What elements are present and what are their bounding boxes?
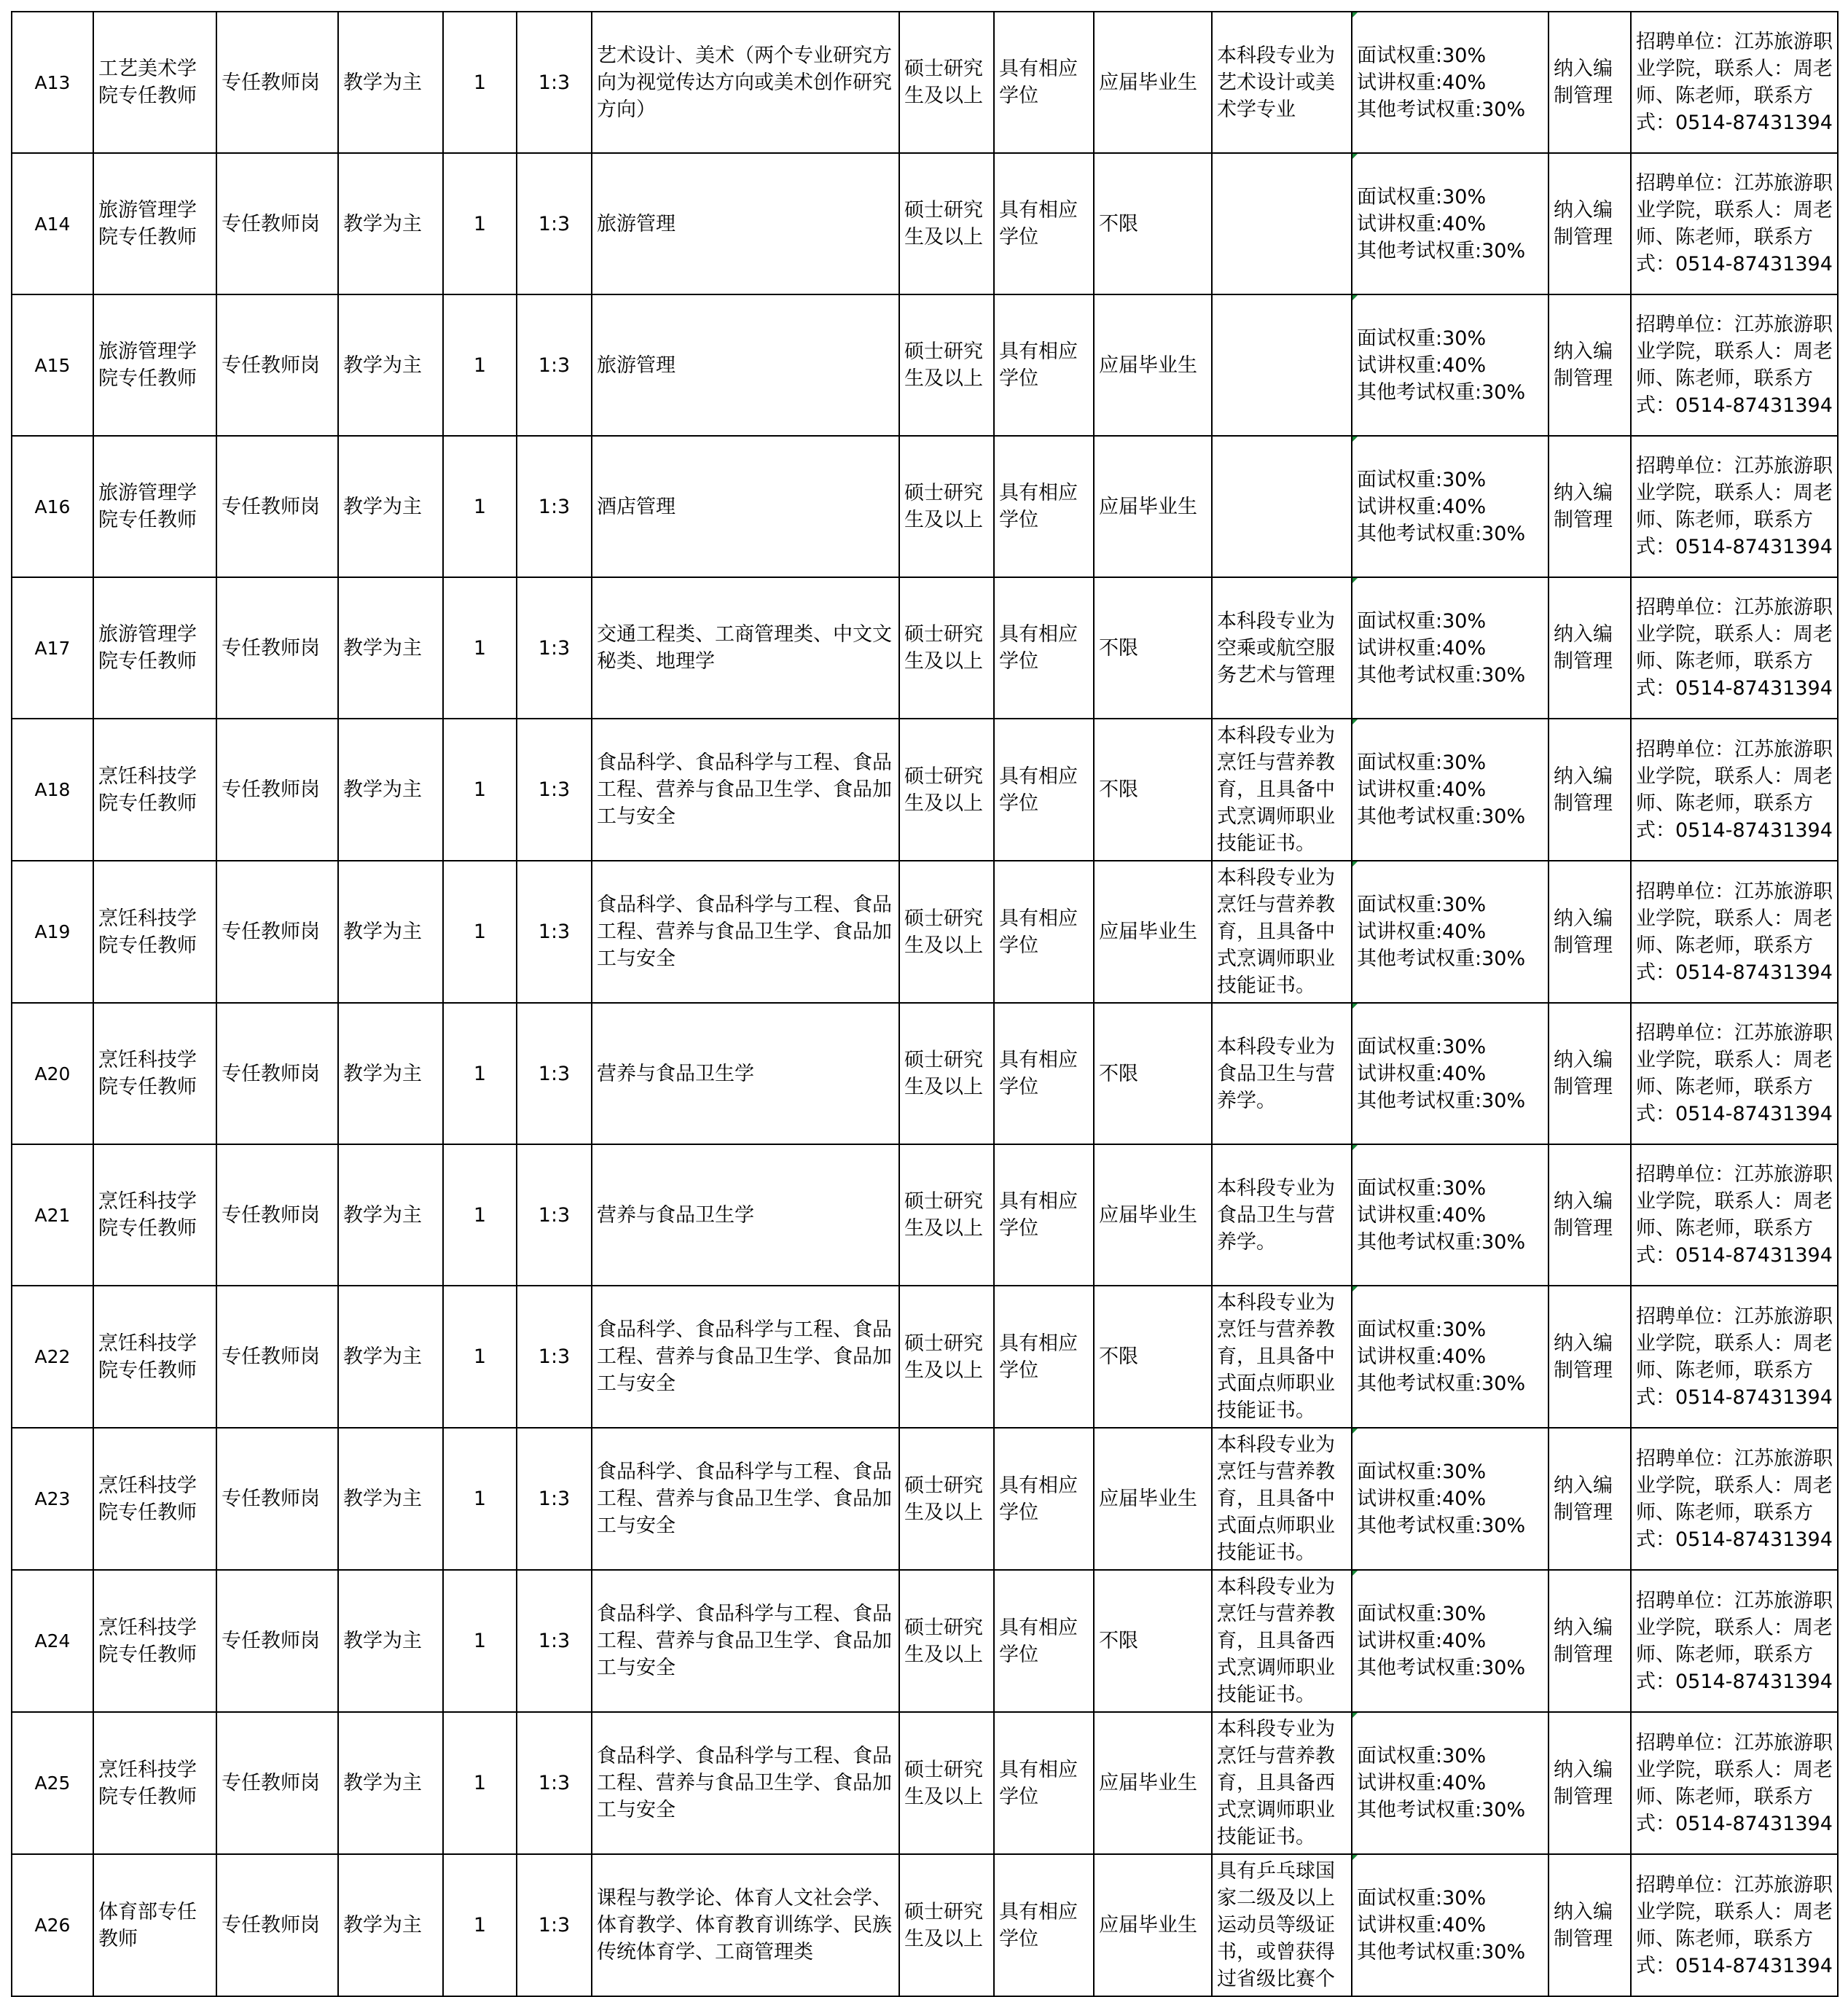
- degree-cell: 具有相应学位: [994, 577, 1094, 719]
- table-row: [12, 1286, 1838, 1428]
- post-type-cell: 专任教师岗: [216, 1003, 338, 1144]
- category-cell: 教学为主: [338, 1570, 443, 1712]
- education-cell: 硕士研究生及以上: [899, 1570, 994, 1712]
- exam-weight-line: 面试权重:30%: [1357, 1461, 1487, 1483]
- exam-ratio-cell: 1:3: [517, 153, 592, 294]
- management-cell: 纳入编制管理: [1549, 577, 1631, 719]
- exam-weight-line: 面试权重:30%: [1357, 44, 1487, 67]
- management-cell: 纳入编制管理: [1549, 1003, 1631, 1144]
- recruitment-table: [11, 11, 1839, 1997]
- exam-weights-cell: [1352, 1144, 1549, 1286]
- graduate-type-cell: 应届毕业生: [1094, 12, 1212, 153]
- exam-weight-line: 试讲权重:40%: [1357, 778, 1487, 801]
- recruitment-table-container: [11, 11, 1839, 1997]
- management-cell: 纳入编制管理: [1549, 12, 1631, 153]
- management-cell: 纳入编制管理: [1549, 1570, 1631, 1712]
- exam-weight-line: 其他考试权重:30%: [1357, 947, 1526, 970]
- post-type-cell: 专任教师岗: [216, 1570, 338, 1712]
- degree-cell: 具有相应学位: [994, 719, 1094, 861]
- exam-ratio-cell: 1:3: [517, 1003, 592, 1144]
- table-row: [12, 1428, 1838, 1570]
- other-requirements-cell: 本科段专业为烹饪与营养教育，且具备中式面点师职业技能证书。: [1212, 1286, 1352, 1428]
- headcount-cell: 1: [443, 294, 517, 436]
- major-cell: 食品科学、食品科学与工程、食品工程、营养与食品卫生学、食品加工与安全: [592, 1286, 899, 1428]
- position-code-cell: A14: [12, 153, 93, 294]
- post-type-cell: 专任教师岗: [216, 1712, 338, 1854]
- exam-weight-line: 面试权重:30%: [1357, 751, 1487, 774]
- post-type-cell: 专任教师岗: [216, 1854, 338, 1996]
- position-code-cell: A19: [12, 861, 93, 1003]
- education-cell: 硕士研究生及以上: [899, 719, 994, 861]
- exam-weight-line: 其他考试权重:30%: [1357, 805, 1526, 828]
- position-code-cell: A18: [12, 719, 93, 861]
- department-cell: 旅游管理学院专任教师: [93, 153, 216, 294]
- education-cell: 硕士研究生及以上: [899, 1712, 994, 1854]
- post-type-cell: 专任教师岗: [216, 153, 338, 294]
- table-body: [12, 12, 1838, 1996]
- post-type-cell: 专任教师岗: [216, 294, 338, 436]
- degree-cell: 具有相应学位: [994, 1003, 1094, 1144]
- position-code-cell: A13: [12, 12, 93, 153]
- exam-weight-line: 试讲权重:40%: [1357, 1630, 1487, 1652]
- department-cell: 工艺美术学院专任教师: [93, 12, 216, 153]
- graduate-type-cell: 应届毕业生: [1094, 861, 1212, 1003]
- headcount-cell: 1: [443, 12, 517, 153]
- other-requirements-cell: 本科段专业为烹饪与营养教育，且具备西式烹调师职业技能证书。: [1212, 1712, 1352, 1854]
- department-cell: 烹饪科技学院专任教师: [93, 719, 216, 861]
- other-requirements-cell: 本科段专业为空乘或航空服务艺术与管理: [1212, 577, 1352, 719]
- category-cell: 教学为主: [338, 1854, 443, 1996]
- education-cell: 硕士研究生及以上: [899, 1286, 994, 1428]
- degree-cell: 具有相应学位: [994, 1286, 1094, 1428]
- contact-cell: 招聘单位：江苏旅游职业学院，联系人：周老师、陈老师，联系方式：0514-87431394: [1631, 719, 1838, 861]
- exam-weight-line: 其他考试权重:30%: [1357, 380, 1526, 404]
- management-cell: 纳入编制管理: [1549, 719, 1631, 861]
- exam-weight-line: 面试权重:30%: [1357, 1318, 1487, 1341]
- degree-cell: 具有相应学位: [994, 436, 1094, 577]
- other-requirements-cell: 本科段专业为艺术设计或美术学专业: [1212, 12, 1352, 153]
- contact-cell: 招聘单位：江苏旅游职业学院，联系人：周老师、陈老师，联系方式：0514-87431394: [1631, 153, 1838, 294]
- management-cell: 纳入编制管理: [1549, 294, 1631, 436]
- education-cell: 硕士研究生及以上: [899, 861, 994, 1003]
- major-cell: 艺术设计、美术（两个专业研究方向为视觉传达方向或美术创作研究方向）: [592, 12, 899, 153]
- exam-weight-line: 面试权重:30%: [1357, 1603, 1487, 1625]
- exam-weight-line: 其他考试权重:30%: [1357, 1515, 1526, 1537]
- headcount-cell: 1: [443, 153, 517, 294]
- management-cell: 纳入编制管理: [1549, 1286, 1631, 1428]
- education-cell: 硕士研究生及以上: [899, 153, 994, 294]
- exam-weight-line: 其他考试权重:30%: [1357, 239, 1526, 262]
- education-cell: 硕士研究生及以上: [899, 12, 994, 153]
- department-cell: 烹饪科技学院专任教师: [93, 1428, 216, 1570]
- exam-ratio-cell: 1:3: [517, 861, 592, 1003]
- graduate-type-cell: 应届毕业生: [1094, 1854, 1212, 1996]
- department-cell: 烹饪科技学院专任教师: [93, 1570, 216, 1712]
- contact-cell: 招聘单位：江苏旅游职业学院，联系人：周老师、陈老师，联系方式：0514-87431394: [1631, 1854, 1838, 1996]
- major-cell: 旅游管理: [592, 153, 899, 294]
- graduate-type-cell: 不限: [1094, 577, 1212, 719]
- category-cell: 教学为主: [338, 719, 443, 861]
- headcount-cell: 1: [443, 1144, 517, 1286]
- post-type-cell: 专任教师岗: [216, 1144, 338, 1286]
- exam-weights-cell: [1352, 436, 1549, 577]
- exam-weights-cell: [1352, 1854, 1549, 1996]
- department-cell: 烹饪科技学院专任教师: [93, 1712, 216, 1854]
- exam-weight-line: 试讲权重:40%: [1357, 1914, 1487, 1937]
- post-type-cell: 专任教师岗: [216, 12, 338, 153]
- major-cell: 课程与教学论、体育人文社会学、体育教学、体育教育训练学、民族传统体育学、工商管理类: [592, 1854, 899, 1996]
- degree-cell: 具有相应学位: [994, 1712, 1094, 1854]
- major-cell: 营养与食品卫生学: [592, 1144, 899, 1286]
- management-cell: 纳入编制管理: [1549, 153, 1631, 294]
- exam-weight-line: 试讲权重:40%: [1357, 353, 1487, 377]
- major-cell: 交通工程类、工商管理类、中文文秘类、地理学: [592, 577, 899, 719]
- degree-cell: 具有相应学位: [994, 1570, 1094, 1712]
- exam-weight-line: 其他考试权重:30%: [1357, 1089, 1526, 1112]
- graduate-type-cell: 不限: [1094, 1570, 1212, 1712]
- exam-ratio-cell: 1:3: [517, 1144, 592, 1286]
- exam-weight-line: 面试权重:30%: [1357, 327, 1487, 350]
- management-cell: 纳入编制管理: [1549, 1144, 1631, 1286]
- degree-cell: 具有相应学位: [994, 12, 1094, 153]
- headcount-cell: 1: [443, 719, 517, 861]
- exam-ratio-cell: 1:3: [517, 12, 592, 153]
- table-row: [12, 861, 1838, 1003]
- graduate-type-cell: 不限: [1094, 153, 1212, 294]
- other-requirements-cell: [1212, 294, 1352, 436]
- exam-weights-cell: [1352, 12, 1549, 153]
- position-code-cell: A16: [12, 436, 93, 577]
- table-row: [12, 719, 1838, 861]
- category-cell: 教学为主: [338, 12, 443, 153]
- exam-weight-line: 其他考试权重:30%: [1357, 1230, 1526, 1254]
- headcount-cell: 1: [443, 1570, 517, 1712]
- table-row: [12, 294, 1838, 436]
- exam-weights-cell: [1352, 719, 1549, 861]
- exam-weight-line: 面试权重:30%: [1357, 468, 1487, 491]
- headcount-cell: 1: [443, 1428, 517, 1570]
- position-code-cell: A22: [12, 1286, 93, 1428]
- category-cell: 教学为主: [338, 861, 443, 1003]
- department-cell: 旅游管理学院专任教师: [93, 294, 216, 436]
- major-cell: 食品科学、食品科学与工程、食品工程、营养与食品卫生学、食品加工与安全: [592, 1712, 899, 1854]
- exam-weight-line: 其他考试权重:30%: [1357, 1372, 1526, 1395]
- exam-ratio-cell: 1:3: [517, 1570, 592, 1712]
- other-requirements-cell: [1212, 436, 1352, 577]
- post-type-cell: 专任教师岗: [216, 436, 338, 577]
- department-cell: 旅游管理学院专任教师: [93, 436, 216, 577]
- department-cell: 体育部专任教师: [93, 1854, 216, 1996]
- category-cell: 教学为主: [338, 294, 443, 436]
- exam-weights-cell: [1352, 1286, 1549, 1428]
- exam-weights-cell: [1352, 153, 1549, 294]
- management-cell: 纳入编制管理: [1549, 436, 1631, 577]
- headcount-cell: 1: [443, 436, 517, 577]
- graduate-type-cell: 应届毕业生: [1094, 436, 1212, 577]
- management-cell: 纳入编制管理: [1549, 1712, 1631, 1854]
- education-cell: 硕士研究生及以上: [899, 1854, 994, 1996]
- major-cell: 食品科学、食品科学与工程、食品工程、营养与食品卫生学、食品加工与安全: [592, 861, 899, 1003]
- position-code-cell: A21: [12, 1144, 93, 1286]
- exam-weight-line: 试讲权重:40%: [1357, 1203, 1487, 1227]
- contact-cell: 招聘单位：江苏旅游职业学院，联系人：周老师、陈老师，联系方式：0514-87431394: [1631, 1286, 1838, 1428]
- graduate-type-cell: 应届毕业生: [1094, 1428, 1212, 1570]
- education-cell: 硕士研究生及以上: [899, 577, 994, 719]
- position-code-cell: A20: [12, 1003, 93, 1144]
- post-type-cell: 专任教师岗: [216, 577, 338, 719]
- table-row: [12, 153, 1838, 294]
- exam-ratio-cell: 1:3: [517, 577, 592, 719]
- graduate-type-cell: 不限: [1094, 1003, 1212, 1144]
- exam-weight-line: 试讲权重:40%: [1357, 1345, 1487, 1368]
- post-type-cell: 专任教师岗: [216, 861, 338, 1003]
- education-cell: 硕士研究生及以上: [899, 436, 994, 577]
- exam-weights-cell: [1352, 577, 1549, 719]
- headcount-cell: 1: [443, 1712, 517, 1854]
- education-cell: 硕士研究生及以上: [899, 1003, 994, 1144]
- position-code-cell: A25: [12, 1712, 93, 1854]
- exam-weight-line: 试讲权重:40%: [1357, 1488, 1487, 1510]
- education-cell: 硕士研究生及以上: [899, 1144, 994, 1286]
- exam-ratio-cell: 1:3: [517, 436, 592, 577]
- category-cell: 教学为主: [338, 1428, 443, 1570]
- graduate-type-cell: 应届毕业生: [1094, 1712, 1212, 1854]
- exam-weight-line: 其他考试权重:30%: [1357, 663, 1526, 687]
- table-row: [12, 577, 1838, 719]
- category-cell: 教学为主: [338, 153, 443, 294]
- major-cell: 食品科学、食品科学与工程、食品工程、营养与食品卫生学、食品加工与安全: [592, 719, 899, 861]
- contact-cell: 招聘单位：江苏旅游职业学院，联系人：周老师、陈老师，联系方式：0514-87431394: [1631, 1712, 1838, 1854]
- other-requirements-cell: 本科段专业为食品卫生与营养学。: [1212, 1003, 1352, 1144]
- exam-weights-cell: [1352, 1428, 1549, 1570]
- exam-weights-cell: [1352, 861, 1549, 1003]
- degree-cell: 具有相应学位: [994, 1144, 1094, 1286]
- exam-weight-line: 面试权重:30%: [1357, 1745, 1487, 1767]
- exam-weight-line: 其他考试权重:30%: [1357, 98, 1526, 121]
- degree-cell: 具有相应学位: [994, 1428, 1094, 1570]
- exam-weight-line: 试讲权重:40%: [1357, 212, 1487, 235]
- graduate-type-cell: 不限: [1094, 1286, 1212, 1428]
- position-code-cell: A15: [12, 294, 93, 436]
- table-row: [12, 1854, 1838, 1996]
- headcount-cell: 1: [443, 1286, 517, 1428]
- management-cell: 纳入编制管理: [1549, 1854, 1631, 1996]
- exam-ratio-cell: 1:3: [517, 1854, 592, 1996]
- exam-weight-line: 面试权重:30%: [1357, 1176, 1487, 1200]
- headcount-cell: 1: [443, 861, 517, 1003]
- exam-weights-cell: [1352, 1003, 1549, 1144]
- exam-weight-line: 面试权重:30%: [1357, 185, 1487, 208]
- exam-weight-line: 试讲权重:40%: [1357, 1062, 1487, 1085]
- exam-weight-line: 面试权重:30%: [1357, 1887, 1487, 1910]
- department-cell: 旅游管理学院专任教师: [93, 577, 216, 719]
- degree-cell: 具有相应学位: [994, 153, 1094, 294]
- contact-cell: 招聘单位：江苏旅游职业学院，联系人：周老师、陈老师，联系方式：0514-87431394: [1631, 1144, 1838, 1286]
- exam-weight-line: 试讲权重:40%: [1357, 1772, 1487, 1794]
- table-row: [12, 1003, 1838, 1144]
- headcount-cell: 1: [443, 1003, 517, 1144]
- contact-cell: 招聘单位：江苏旅游职业学院，联系人：周老师、陈老师，联系方式：0514-87431394: [1631, 861, 1838, 1003]
- post-type-cell: 专任教师岗: [216, 1428, 338, 1570]
- exam-ratio-cell: 1:3: [517, 294, 592, 436]
- other-requirements-cell: 具有乒乓球国家二级及以上运动员等级证书，或曾获得过省级比赛个: [1212, 1854, 1352, 1996]
- table-row: [12, 1712, 1838, 1854]
- category-cell: 教学为主: [338, 1286, 443, 1428]
- major-cell: 旅游管理: [592, 294, 899, 436]
- education-cell: 硕士研究生及以上: [899, 1428, 994, 1570]
- exam-weight-line: 其他考试权重:30%: [1357, 1941, 1526, 1963]
- exam-ratio-cell: 1:3: [517, 719, 592, 861]
- other-requirements-cell: 本科段专业为食品卫生与营养学。: [1212, 1144, 1352, 1286]
- management-cell: 纳入编制管理: [1549, 1428, 1631, 1570]
- contact-cell: 招聘单位：江苏旅游职业学院，联系人：周老师、陈老师，联系方式：0514-87431394: [1631, 577, 1838, 719]
- contact-cell: 招聘单位：江苏旅游职业学院，联系人：周老师、陈老师，联系方式：0514-87431394: [1631, 1428, 1838, 1570]
- exam-weight-line: 面试权重:30%: [1357, 609, 1487, 633]
- post-type-cell: 专任教师岗: [216, 1286, 338, 1428]
- contact-cell: 招聘单位：江苏旅游职业学院，联系人：周老师、陈老师，联系方式：0514-87431394: [1631, 12, 1838, 153]
- other-requirements-cell: 本科段专业为烹饪与营养教育，且具备中式烹调师职业技能证书。: [1212, 719, 1352, 861]
- table-row: [12, 12, 1838, 153]
- major-cell: 食品科学、食品科学与工程、食品工程、营养与食品卫生学、食品加工与安全: [592, 1428, 899, 1570]
- table-row: [12, 1570, 1838, 1712]
- table-row: [12, 1144, 1838, 1286]
- headcount-cell: 1: [443, 577, 517, 719]
- exam-ratio-cell: 1:3: [517, 1712, 592, 1854]
- graduate-type-cell: 不限: [1094, 719, 1212, 861]
- exam-weights-cell: [1352, 294, 1549, 436]
- category-cell: 教学为主: [338, 577, 443, 719]
- exam-weight-line: 其他考试权重:30%: [1357, 522, 1526, 545]
- exam-weight-line: 其他考试权重:30%: [1357, 1657, 1526, 1679]
- major-cell: 营养与食品卫生学: [592, 1003, 899, 1144]
- position-code-cell: A23: [12, 1428, 93, 1570]
- department-cell: 烹饪科技学院专任教师: [93, 1286, 216, 1428]
- exam-weight-line: 试讲权重:40%: [1357, 495, 1487, 518]
- category-cell: 教学为主: [338, 1712, 443, 1854]
- category-cell: 教学为主: [338, 1003, 443, 1144]
- post-type-cell: 专任教师岗: [216, 719, 338, 861]
- management-cell: 纳入编制管理: [1549, 861, 1631, 1003]
- exam-weight-line: 试讲权重:40%: [1357, 71, 1487, 94]
- department-cell: 烹饪科技学院专任教师: [93, 1003, 216, 1144]
- exam-weight-line: 试讲权重:40%: [1357, 636, 1487, 660]
- exam-ratio-cell: 1:3: [517, 1428, 592, 1570]
- other-requirements-cell: 本科段专业为烹饪与营养教育，且具备西式烹调师职业技能证书。: [1212, 1570, 1352, 1712]
- headcount-cell: 1: [443, 1854, 517, 1996]
- degree-cell: 具有相应学位: [994, 861, 1094, 1003]
- other-requirements-cell: 本科段专业为烹饪与营养教育，且具备中式烹调师职业技能证书。: [1212, 861, 1352, 1003]
- exam-weight-line: 试讲权重:40%: [1357, 921, 1487, 943]
- contact-cell: 招聘单位：江苏旅游职业学院，联系人：周老师、陈老师，联系方式：0514-87431394: [1631, 294, 1838, 436]
- department-cell: 烹饪科技学院专任教师: [93, 861, 216, 1003]
- contact-cell: 招聘单位：江苏旅游职业学院，联系人：周老师、陈老师，联系方式：0514-87431394: [1631, 1570, 1838, 1712]
- department-cell: 烹饪科技学院专任教师: [93, 1144, 216, 1286]
- position-code-cell: A24: [12, 1570, 93, 1712]
- category-cell: 教学为主: [338, 1144, 443, 1286]
- degree-cell: 具有相应学位: [994, 294, 1094, 436]
- exam-weights-cell: [1352, 1570, 1549, 1712]
- exam-weight-line: 面试权重:30%: [1357, 1035, 1487, 1058]
- exam-ratio-cell: 1:3: [517, 1286, 592, 1428]
- graduate-type-cell: 应届毕业生: [1094, 294, 1212, 436]
- position-code-cell: A26: [12, 1854, 93, 1996]
- category-cell: 教学为主: [338, 436, 443, 577]
- exam-weights-cell: [1352, 1712, 1549, 1854]
- exam-weight-line: 面试权重:30%: [1357, 894, 1487, 916]
- education-cell: 硕士研究生及以上: [899, 294, 994, 436]
- contact-cell: 招聘单位：江苏旅游职业学院，联系人：周老师、陈老师，联系方式：0514-87431394: [1631, 436, 1838, 577]
- graduate-type-cell: 应届毕业生: [1094, 1144, 1212, 1286]
- position-code-cell: A17: [12, 577, 93, 719]
- table-row: [12, 436, 1838, 577]
- contact-cell: 招聘单位：江苏旅游职业学院，联系人：周老师、陈老师，联系方式：0514-87431394: [1631, 1003, 1838, 1144]
- major-cell: 食品科学、食品科学与工程、食品工程、营养与食品卫生学、食品加工与安全: [592, 1570, 899, 1712]
- other-requirements-cell: 本科段专业为烹饪与营养教育，且具备中式面点师职业技能证书。: [1212, 1428, 1352, 1570]
- exam-weight-line: 其他考试权重:30%: [1357, 1799, 1526, 1821]
- major-cell: 酒店管理: [592, 436, 899, 577]
- other-requirements-cell: [1212, 153, 1352, 294]
- degree-cell: 具有相应学位: [994, 1854, 1094, 1996]
